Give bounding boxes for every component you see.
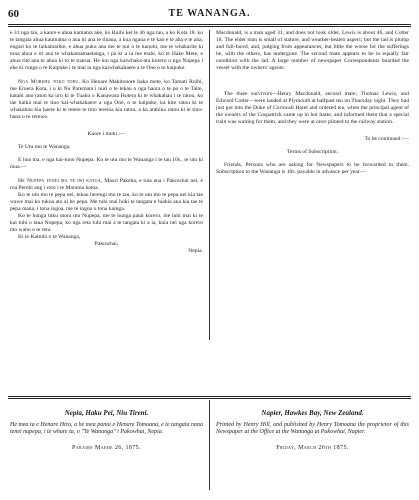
signature-line-3: Nepia. [188,248,203,255]
maori-paragraph-4 [10,178,203,192]
maori-paragraph-1: e 31 nga tau, a kaore e ahua kamatua ake, ko Ruihi kei te 46 nga tau, a ko Kota 18. ko te tangata ahua kaumatua o aua iti ana te tinana, a kua ngaua e te kao e te aha e te aha, engari ko te taikamarike, e ahua puku ana me te nui o te kanohi, me te whakarite ki tona ahua e iti ana te whakamamaetanga, i pa ki a ia me etahi, ko te Hake Mete, e ahua rite ana te ahua ki to te tuarua. He nui nga kaiwhaka-atu korero o nga Nupepa i eke ki runga o te Kaipuke i te mai ia nga kaiwhakahaere a te One o te kaipuke. [10,30,203,72]
utu-heading: Te Utu mo te Wananga. [18,144,71,151]
footer-rule [8,396,411,397]
english-column [216,30,409,340]
header-rule-2 [8,26,411,27]
page-number: 60 [8,8,19,20]
maori-paragraph-4-lead: He Nupepa tenei ma te iwi katoa, [18,177,103,184]
kaore-line: Kaore i mutu :— [87,131,126,138]
english-imprint-body: Printed by Henry Hill, and published by Henry Tomoana the proprietor of this Newspaper at the Office at the Wananga at Pakowhai, Napier. [216,421,409,435]
english-paragraph-1: Macdonald, is a man aged 31, and does not look older, Lewis is about 46, and Cotter 18. The elder man is small of stature, and weather-beaten aspect; but the lad is plump and full-faced, and, judging from appearances, but little the worse for the sufferings he, with the others, has undergone. The second mate appears to be in equally fair condition with the lad. A large number of newspaper Correspondents boarded the vessel with the owners' agents. [216,30,409,72]
english-imprint-title: Napier, Hawkes Bay, New Zealand. [261,409,364,417]
terms-heading: Terms of Subscription. [286,149,339,156]
maori-imprint-title: Nepia, Haku Pei, Niu Tireni. [64,409,149,417]
header-rule [8,24,411,25]
maori-paragraph-4-body: Maori Pakeha, e tuia ana i Pakowhai nei, e rua Perehi ang i roto i te Marama katoa. [10,177,203,191]
maori-column [10,30,203,340]
maori-paragraph-2-body: Ko Henare Makitonore haka mete, ko Tamati Ruihi, me Eruera Kota, i u ki Nu Paremata i nuri o te tekau o nga haora o te po o te Taite, katahi ano raton ka uru ki te Tuaku o Kanawara Hotera ki te whakahau i te ratou, ko tae kaika mai te tino kai-whakahaere a nga One, o te kaipuke, ka kite ratou ki te whakahau kia haere ki te tetere te tino tereina kia ratou, a ka arahina ratou ki te tino-hana o te rerewe. [10,78,203,121]
continued-line: To be continued :— [364,136,409,143]
maori-paragraph-3: E hoa ma, e nga kai-tono Nupepa. Ko te utu mo te Wananga i te tau 10s., te utu ki mua.— [10,157,203,171]
maori-paragraph-2 [10,79,203,122]
footer-column-divider [209,400,210,490]
maori-paragraph-5: Ko te utu mo te pepa nei, tekau herengi mo te tau, ko te utu mo te pepa nei kia tae wawe mai ko tukua atu ai he pepa. Me tuhi mai hoki te tangata e hiahia ana kia tae te pepa mana, i tona ingoa, me te ingoa o tona kainga. [10,191,203,212]
maori-paragraph-6: Ko te hunga tuku moni utu Nupepa, me te hunga patai korero, me tuhi mai ki te kai tuhi o taua Nupepa, ko nga reta tuhi mai a te tangata ki a ia, kuia nei nga korero mo waho o te reta. [10,212,203,234]
maori-imprint-date: Paraire Maehe 26, 1875. [72,444,141,451]
footer-rule-2 [8,398,411,399]
english-imprint [216,410,409,452]
maori-paragraph-2-lead: Nga Morehu toko toru. [18,78,81,85]
signature-line-1: Ki te Kaituhi o te Wananga, [18,234,81,241]
english-paragraph-2: The three survivors—Henry Macdonald, second mate; Thomas Lewis, and Edward Cotter—were landed at Plymouth at halfpast ten on Thursday night. They had just got into the Duke of Cornwall Hotel and ordered tea, when the principal agent of the owners of the Cospatrick came up in hot haste, and informed them that a special train was waiting for them, and they were at once piloted to the railway station. [216,90,409,125]
english-paragraph-3: Friends, Persons who are asking for Newspapers to be forwarded to them. Subscription to the Wananga is 10s. payable in advance per year.— [216,162,409,176]
maori-imprint-body: He mea ta e Henare Hira, a he mea panui e Henare Tomoana, e te tangata nana tenei nupepa, i te whare ta, o "Te Wananga" i Pakowhai, Nepia. [10,421,203,435]
signature-line-2: Pakowhai, [94,241,119,248]
masthead: TE WANANGA. [168,8,251,19]
column-divider [209,30,210,340]
maori-imprint [10,410,203,452]
english-imprint-date: Friday, March 26th 1875. [276,444,349,451]
page-header [8,8,411,22]
